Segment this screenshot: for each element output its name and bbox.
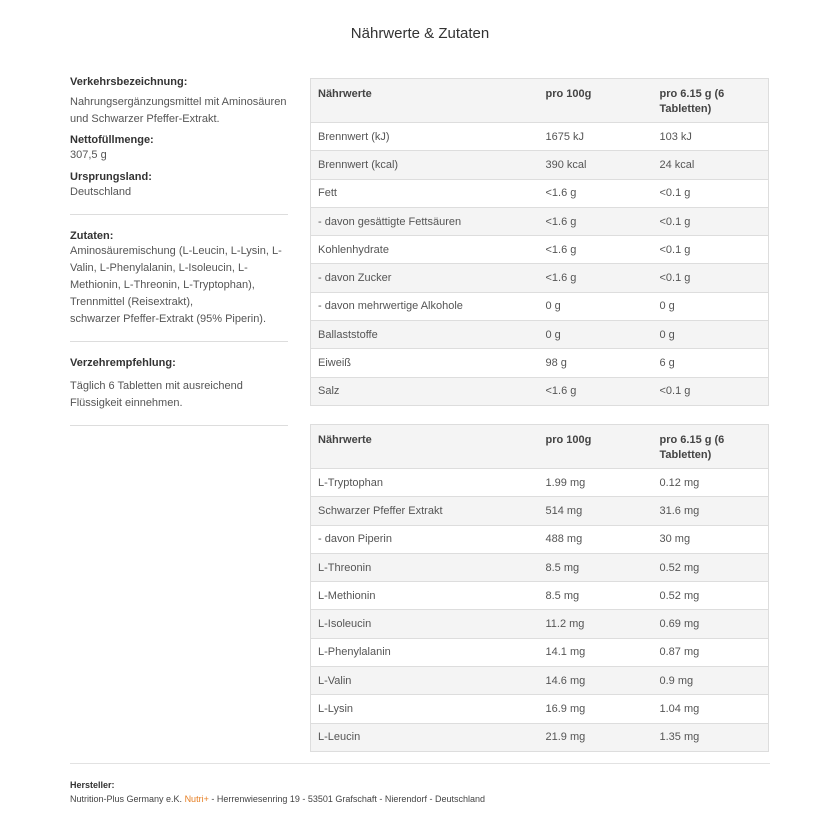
ingredients-label: Zutaten: bbox=[70, 230, 114, 242]
divider bbox=[70, 214, 288, 215]
column-header: pro 6.15 g (6 Tabletten) bbox=[653, 425, 769, 469]
table-cell: 0 g bbox=[539, 292, 653, 320]
table-cell: 14.1 mg bbox=[539, 638, 653, 666]
table-cell: 0.9 mg bbox=[653, 667, 769, 695]
table-cell: Brennwert (kJ) bbox=[311, 123, 539, 151]
table-header-row bbox=[311, 79, 769, 123]
table-cell: <1.6 g bbox=[539, 236, 653, 264]
table-row bbox=[311, 264, 769, 292]
table-cell: L-Tryptophan bbox=[311, 469, 539, 497]
column-header: pro 6.15 g (6 Tabletten) bbox=[653, 79, 769, 123]
table-row bbox=[311, 207, 769, 235]
table-cell: 0.52 mg bbox=[653, 553, 769, 581]
table-cell: - davon Zucker bbox=[311, 264, 539, 292]
table-cell: 14.6 mg bbox=[539, 667, 653, 695]
table-cell: 0.12 mg bbox=[653, 469, 769, 497]
net-quantity-value: 307,5 g bbox=[70, 149, 107, 161]
table-row bbox=[311, 469, 769, 497]
table-row bbox=[311, 292, 769, 320]
table-cell: <0.1 g bbox=[653, 207, 769, 235]
table-cell: 8.5 mg bbox=[539, 582, 653, 610]
table-cell: Eiweiß bbox=[311, 349, 539, 377]
usage-label: Verzehrempfehlung: bbox=[70, 357, 176, 369]
brand-name: Nutri+ bbox=[184, 794, 209, 804]
table-cell: <1.6 g bbox=[539, 377, 653, 405]
footer-divider bbox=[70, 763, 770, 764]
table-cell: L-Phenylalanin bbox=[311, 638, 539, 666]
table-cell: Salz bbox=[311, 377, 539, 405]
nutrition-table bbox=[310, 78, 769, 406]
usage-value: Täglich 6 Tabletten mit ausreichend Flüssigkeit einnehmen. bbox=[70, 380, 243, 409]
column-header: pro 100g bbox=[539, 79, 653, 123]
table-cell: <1.6 g bbox=[539, 207, 653, 235]
manufacturer-footer bbox=[70, 778, 485, 806]
ingredients-line-3: schwarzer Pfeffer-Extrakt (95% Piperin). bbox=[70, 313, 267, 325]
net-quantity-label: Nettofüllmenge: bbox=[70, 134, 154, 146]
table-cell: 8.5 mg bbox=[539, 553, 653, 581]
table-row bbox=[311, 321, 769, 349]
table-cell: <1.6 g bbox=[539, 264, 653, 292]
table-cell: 98 g bbox=[539, 349, 653, 377]
table-cell: Schwarzer Pfeffer Extrakt bbox=[311, 497, 539, 525]
table-cell: 514 mg bbox=[539, 497, 653, 525]
origin-label: Ursprungsland: bbox=[70, 171, 152, 183]
table-cell: 24 kcal bbox=[653, 151, 769, 179]
table-row bbox=[311, 377, 769, 405]
table-row bbox=[311, 123, 769, 151]
table-cell: 30 mg bbox=[653, 525, 769, 553]
table-cell: <1.6 g bbox=[539, 179, 653, 207]
designation-label: Verkehrsbezeichnung: bbox=[70, 76, 188, 88]
ingredients-line-2: Trennmittel (Reisextrakt), bbox=[70, 296, 194, 308]
column-header: pro 100g bbox=[539, 425, 653, 469]
table-cell: 1.99 mg bbox=[539, 469, 653, 497]
table-cell: 1.35 mg bbox=[653, 723, 769, 751]
divider bbox=[70, 425, 288, 426]
table-row bbox=[311, 349, 769, 377]
table-cell: - davon gesättigte Fettsäuren bbox=[311, 207, 539, 235]
company-address: - Herrenwiesenring 19 - 53501 Grafschaft - Nierendorf - Deutschland bbox=[211, 794, 485, 804]
manufacturer-label: Hersteller: bbox=[70, 780, 115, 790]
table-row bbox=[311, 525, 769, 553]
table-cell: 1.04 mg bbox=[653, 695, 769, 723]
table-cell: L-Threonin bbox=[311, 553, 539, 581]
table-cell: L-Valin bbox=[311, 667, 539, 695]
table-cell: L-Lysin bbox=[311, 695, 539, 723]
designation-value: Nahrungsergänzungsmittel mit Aminosäuren und Schwarzer Pfeffer-Extrakt. bbox=[70, 96, 287, 125]
table-cell: 1675 kJ bbox=[539, 123, 653, 151]
table-cell: L-Leucin bbox=[311, 723, 539, 751]
table-row bbox=[311, 695, 769, 723]
table-cell: - davon Piperin bbox=[311, 525, 539, 553]
table-row bbox=[311, 497, 769, 525]
table-cell: 390 kcal bbox=[539, 151, 653, 179]
table-cell: 31.6 mg bbox=[653, 497, 769, 525]
table-cell: Fett bbox=[311, 179, 539, 207]
table-cell: 0.52 mg bbox=[653, 582, 769, 610]
divider bbox=[70, 341, 288, 342]
table-row bbox=[311, 151, 769, 179]
table-header-row bbox=[311, 425, 769, 469]
table-cell: <0.1 g bbox=[653, 264, 769, 292]
table-cell: 488 mg bbox=[539, 525, 653, 553]
table-row bbox=[311, 723, 769, 751]
product-info-panel bbox=[70, 76, 288, 426]
table-cell: Ballaststoffe bbox=[311, 321, 539, 349]
table-cell: <0.1 g bbox=[653, 236, 769, 264]
table-cell: 21.9 mg bbox=[539, 723, 653, 751]
table-row bbox=[311, 553, 769, 581]
table-cell: 16.9 mg bbox=[539, 695, 653, 723]
table-row bbox=[311, 610, 769, 638]
table-row bbox=[311, 179, 769, 207]
ingredients-line-1: Aminosäuremischung (L-Leucin, L-Lysin, L-Valin, L-Phenylalanin, L-Isoleucin, L-Methionin, L-Threonin, L-Tryptophan), bbox=[70, 245, 282, 291]
table-cell: 0 g bbox=[653, 292, 769, 320]
column-header: Nährwerte bbox=[311, 425, 539, 469]
table-cell: 0.69 mg bbox=[653, 610, 769, 638]
table-cell: 103 kJ bbox=[653, 123, 769, 151]
table-cell: 0 g bbox=[653, 321, 769, 349]
table-row bbox=[311, 236, 769, 264]
table-cell: 6 g bbox=[653, 349, 769, 377]
table-cell: L-Methionin bbox=[311, 582, 539, 610]
origin-value: Deutschland bbox=[70, 186, 132, 198]
page-title: Nährwerte & Zutaten bbox=[350, 25, 490, 42]
manufacturer-details bbox=[70, 792, 485, 806]
table-cell: 0.87 mg bbox=[653, 638, 769, 666]
table-row bbox=[311, 582, 769, 610]
table-cell: Kohlenhydrate bbox=[311, 236, 539, 264]
table-cell: 11.2 mg bbox=[539, 610, 653, 638]
table-cell: <0.1 g bbox=[653, 377, 769, 405]
table-cell: L-Isoleucin bbox=[311, 610, 539, 638]
company-name: Nutrition-Plus Germany e.K. bbox=[70, 794, 183, 804]
table-row bbox=[311, 638, 769, 666]
table-cell: <0.1 g bbox=[653, 179, 769, 207]
column-header: Nährwerte bbox=[311, 79, 539, 123]
amino-acid-table bbox=[310, 424, 769, 752]
table-cell: 0 g bbox=[539, 321, 653, 349]
table-cell: - davon mehrwertige Alkohole bbox=[311, 292, 539, 320]
table-cell: Brennwert (kcal) bbox=[311, 151, 539, 179]
table-row bbox=[311, 667, 769, 695]
